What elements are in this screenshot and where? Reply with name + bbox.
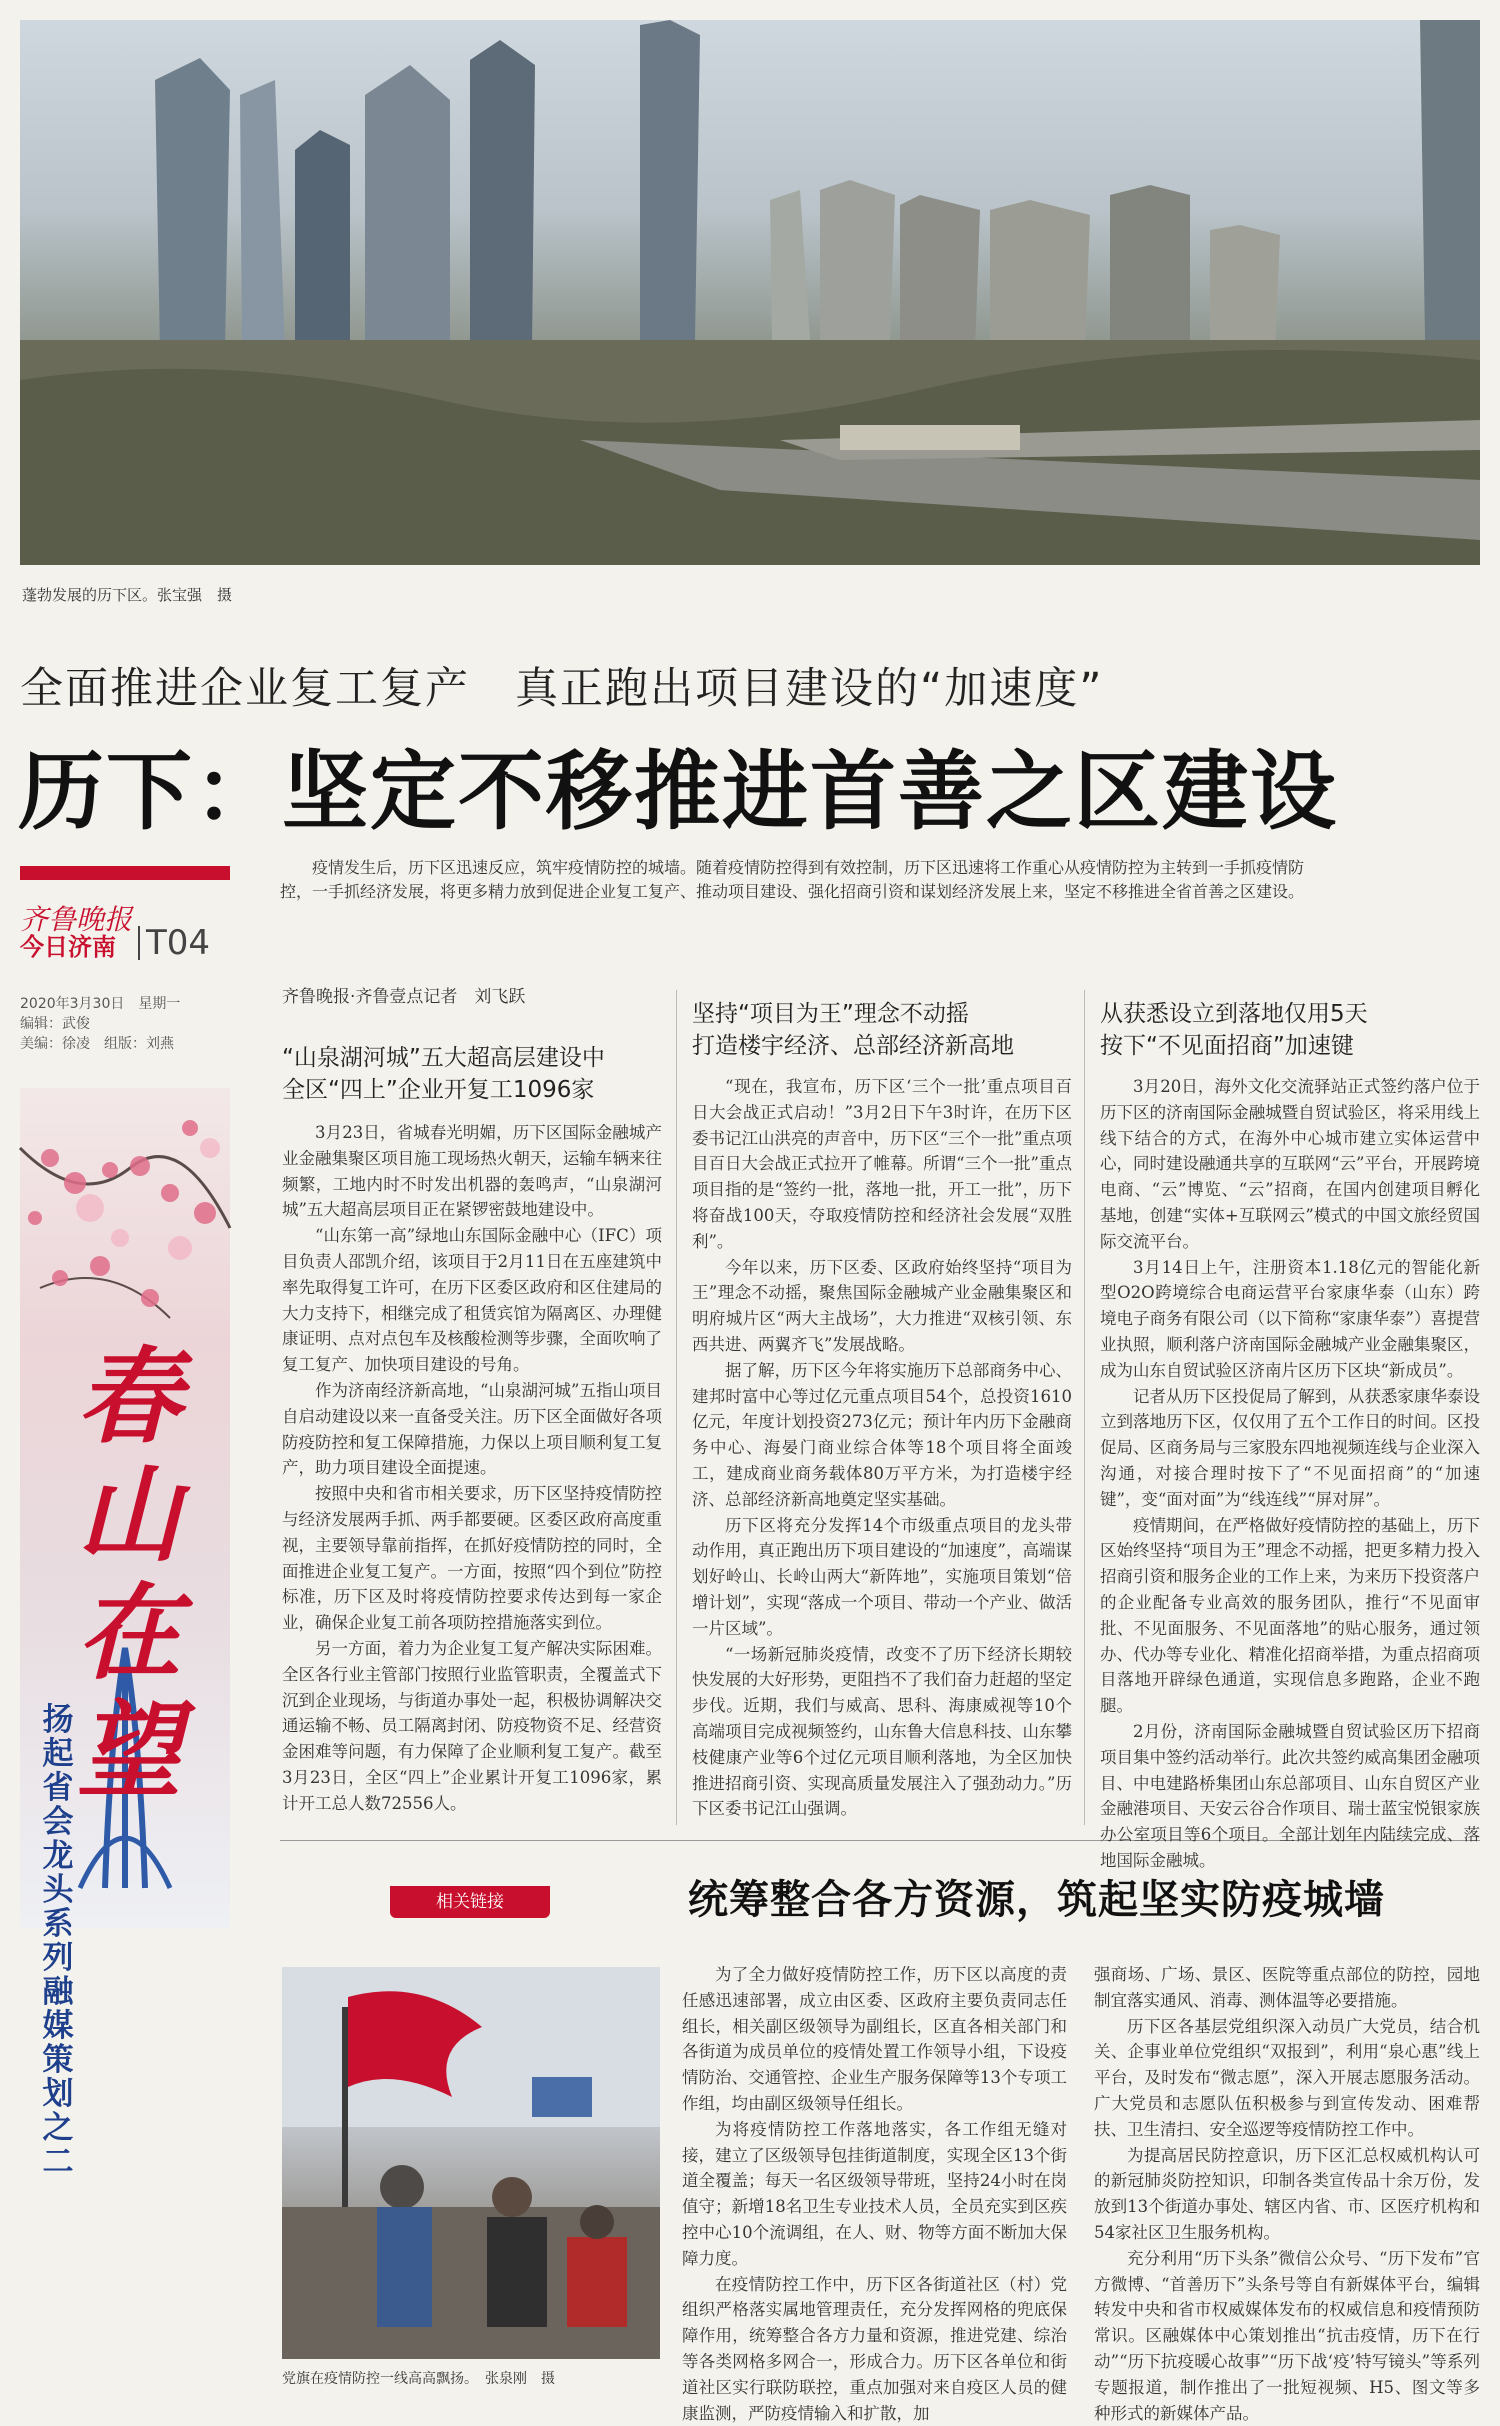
editor: 编辑：武俊 (20, 1016, 90, 1033)
paragraph: “现在，我宣布，历下区‘三个一批’重点项目百日大会战正式启动！”3月2日下午3时许，在历下区委书记江山洪亮的声音中，历下区“三个一批”重点项目百日大会战正式拉开了帷幕。所谓“三个一批”重点项目指的是“签约一批，落地一批，开工一批”，历下将奋战100天，夺取疫情防控和经济社会发展“双胜利”。 (692, 1077, 1072, 1251)
section3-body (1100, 1074, 1480, 1870)
section3-heading: 从获悉设立到落地仅用5天 按下“不见面招商”加速键 (1100, 1001, 1368, 1059)
paragraph: 2月份，济南国际金融城暨自贸试验区历下招商项目集中签约活动举行。此次共签约威高集团金融项目、中电建路桥集团山东总部项目、山东自贸区产业金融港项目、天安云谷合作项目、瑞士蓝宝悦银家族办公室项目等6个项目。全部计划年内陆续完成、落地国际金融城。 (1100, 1721, 1480, 1870)
column-divider (1084, 990, 1085, 1825)
related-photo-caption: 党旗在疫情防控一线高高飘扬。 张泉刚 摄 (282, 2371, 555, 2387)
section2-heading: 坚持“项目为王”理念不动摇 打造楼宇经济、总部经济新高地 (692, 1001, 1014, 1059)
paragraph: 历下区将充分发挥14个市级重点项目的龙头带动作用，真正跑出历下项目建设的“加速度”，高端谋划好岭山、长岭山两大“新阵地”，实施项目策划“倍增计划”，实现“落成一个项目、带动一个产业、做活一片区域”。 (692, 1515, 1072, 1638)
related-photo (282, 1967, 660, 2359)
section2-body (692, 1074, 1072, 1824)
paragraph: 为了全力做好疫情防控工作，历下区以高度的责任感迅速部署，成立由区委、区政府主要负责同志任组长，相关副区级领导为副组长，区直各相关部门和各街道为成员单位的疫情处置工作领导小组，下设疫情防治、交通管控、企业生产服务保障等13个专项工作组，均由副区级领导任组长。 (682, 1965, 1067, 2113)
related-link-badge: 相关链接 (390, 1886, 550, 1918)
logo-sub: 今日济南 (20, 933, 116, 961)
paragraph: 今年以来，历下区委、区政府始终坚持“项目为王”理念不动摇，聚焦国际金融城产业金融集聚区和明府城片区“两大主战场”，大力推进“双核引领、东西共进、两翼齐飞”发展战略。 (692, 1257, 1072, 1354)
paragraph: 作为济南经济新高地，“山泉湖河城”五指山项目自启动建设以来一直备受关注。历下区全面做好各项防疫防控和复工保障措施，力保以上项目顺利复工复产，助力项目建设全面提速。 (282, 1380, 662, 1478)
section1-body (282, 1120, 662, 1825)
paragraph: 3月23日，省城春光明媚，历下区国际金融城产业金融集聚区项目施工现场热火朝天，运输车辆来往频繁，工地内时不时发出机器的轰鸣声，“山泉湖河城”五大超高层项目正在紧锣密鼓地建设中。 (282, 1123, 662, 1220)
byline: 齐鲁晚报·齐鲁壹点记者 刘飞跃 (282, 987, 526, 1007)
paragraph: 3月14日上午，注册资本1.18亿元的智能化新型O2O跨境综合电商运营平台家康华泰（山东）跨境电子商务有限公司（以下简称“家康华泰”）喜提营业执照，顺利落户济南国际金融城产业金融集聚区，成为山东自贸试验区济南片区历下区块“新成员”。 (1100, 1257, 1480, 1380)
campaign-poster (20, 1088, 230, 2180)
headline-kicker: 全面推进企业复工复产 真正跑出项目建设的“加速度” (20, 664, 1104, 714)
paragraph: 为将疫情防控工作落地落实，各工作组无缝对接，建立了区级领导包挂街道制度，实现全区13个街道全覆盖；每天一名区级领导带班，坚持24小时在岗值守；新增18名卫生专业技术人员，全员充实到区疾控中心10个流调组，在人、财、物等方面不断加大保障力度。 (682, 2119, 1067, 2268)
paragraph: 另一方面，着力为企业复工复产解决实际困难。全区各行业主管部门按照行业监管职责，全覆盖式下沉到企业现场，与街道办事处一起，积极协调解决交通运输不畅、员工隔离封闭、防疫物资不足、经营资金困难等问题，有力保障了企业顺利复工复产。截至3月23日，全区“四上”企业累计开复工1096家，累计开工总人数72556人。 (282, 1638, 662, 1813)
poster-small-text: 扬起省会龙头系列融媒策划之二 (42, 1702, 74, 2180)
hero-caption: 蓬勃发展的历下区。张宝强 摄 (22, 586, 233, 604)
flag-scene-illustration (282, 1967, 660, 2359)
paragraph: 疫情期间，在严格做好疫情防控的基础上，历下区始终坚持“项目为王”理念不动摇，把更多精力投入招商引资和服务企业的工作上来，为来历下投资落户的企业配备专业高效的服务团队，推行“不见面审批、不见面服务、不见面落地”的贴心服务，通过领办、代办等专业化、精准化招商举措，为重点招商项目落地开辟绿色通道，实现信息多跑路，企业不跑腿。 (1100, 1515, 1480, 1716)
paragraph: “一场新冠肺炎疫情，改变不了历下经济长期较快发展的大好形势，更阻挡不了我们奋力赶超的坚定步伐。近期，我们与威高、思科、海康威视等10个高端项目完成视频签约，山东鲁大信息科技、山东攀枝健康产业等6个过亿元项目顺利落地，为全区加快推进招商引资、实现高质量发展注入了强劲动力。”历下区委书记江山强调。 (692, 1644, 1072, 1819)
paragraph: 为提高居民防控意识，历下区汇总权威机构认可的新冠肺炎防控知识，印制各类宣传品十余万份，发放到13个街道办事处、辖区内省、市、区医疗机构和54家社区卫生服务机构。 (1094, 2145, 1480, 2242)
page-title: 历下：坚定不移推进首善之区建设 (18, 742, 1338, 842)
issue-date: 2020年3月30日 星期一 (20, 996, 181, 1013)
masthead-meta (20, 994, 230, 1054)
masthead-bar (20, 866, 230, 880)
paragraph: 记者从历下区投促局了解到，从获悉家康华泰设立到落地历下区，仅仅用了五个工作日的时间。区投促局、区商务局与三家股东四地视频连线与企业深入沟通，对接合理时按下了“不见面招商”的“加速键”，变“面对面”为“线连线”“屏对屏”。 (1100, 1386, 1480, 1509)
skyline-illustration (20, 20, 1480, 565)
column-divider (676, 990, 677, 1825)
poster-big-text: 春山在望 (76, 1335, 181, 1812)
section1-heading: “山泉湖河城”五大超高层建设中 全区“四上”企业开复工1096家 (282, 1045, 605, 1103)
page-number: T04 (138, 926, 210, 960)
paper-logo (20, 903, 230, 964)
paragraph: “山东第一高”绿地山东国际金融中心（IFC）项目负责人邵凯介绍，该项目于2月11日在五座建筑中率先取得复工许可，在历下区委区政府和区住建局的大力支持下，相继完成了租赁宾馆为隔离区、办理健康证明、点对点包车及核酸检测等步骤，全面吹响了复工复产、加快项目建设的号角。 (282, 1226, 662, 1375)
masthead (20, 866, 230, 1054)
paragraph: 强商场、广场、景区、医院等重点部位的防控，园地制宜落实通风、消毒、测体温等必要措施。 (1094, 1965, 1480, 2010)
hero-photo (20, 20, 1480, 565)
lead-paragraph: 疫情发生后，历下区迅速反应，筑牢疫情防控的城墙。随着疫情防控得到有效控制，历下区迅速将工作重心从疫情防控为主转到一手抓疫情防控，一手抓经济发展，将更多精力放到促进企业复工复产、推动项目建设、强化招商引资和谋划经济发展上来，坚定不移推进全省首善之区建设。 (280, 858, 1305, 901)
paragraph: 按照中央和省市相关要求，历下区坚持疫情防控与经济发展两手抓、两手都要硬。区委区政府高度重视，主要领导靠前指挥，在抓好疫情防控的同时，全面推进企业复工复产。一方面，按照“四个到位”防控标准，历下区及时将疫情防控要求传达到每一家企业，确保企业复工前各项防控措施落实到位。 (282, 1484, 662, 1633)
designer: 美编：徐凌 组版：刘燕 (20, 1036, 174, 1053)
paragraph: 历下区各基层党组织深入动员广大党员，结合机关、企事业单位党组织“双报到”，利用“泉心惠”线上平台，及时发布“微志愿”，深入开展志愿服务活动。广大党员和志愿队伍积极参与到宣传发动、困难帮扶、卫生清扫、安全巡逻等疫情防控工作中。 (1094, 2016, 1480, 2139)
related-body-b (1094, 1962, 1480, 2423)
related-body-a (682, 1962, 1067, 2423)
related-title: 统筹整合各方资源，筑起坚实防疫城墙 (688, 1877, 1385, 1923)
logo-mark: 齐鲁晚报 (20, 903, 133, 936)
paragraph: 充分利用“历下头条”微信公众号、“历下发布”官方微博、“首善历下”头条号等自有新媒体平台，编辑转发中央和省市权威媒体发布的权威信息和疫情预防常识。区融媒体中心策划推出“抗击疫情，历下在行动”“历下抗疫暖心故事”“历下战‘疫’特写镜头”等系列专题报道，制作推出了一批短视频、H5、图文等多种形式的新媒体产品。 (1094, 2248, 1480, 2423)
paragraph: 在疫情防控工作中，历下区各街道社区（村）党组织严格落实属地管理责任，充分发挥网格的兜底保障作用，统筹整合各方力量和资源，推进党建、综治等各类网格多网合一，形成合力。历下区各单位和街道社区实行联防联控，重点加强对来自疫区人员的健康监测，严防疫情输入和扩散，加 (682, 2274, 1067, 2423)
paragraph: 据了解，历下区今年将实施历下总部商务中心、建邦时富中心等过亿元重点项目54个，总投资1610亿元，年度计划投资273亿元；预计年内历下金融商务中心、海晏门商业综合体等18个项目将全面竣工，建成商业商务载体80万平方米，为打造楼宇经济、总部经济新高地奠定坚实基础。 (692, 1360, 1072, 1509)
paragraph: 3月20日，海外文化交流驿站正式签约落户位于历下区的济南国际金融城暨自贸试验区，将采用线上线下结合的方式，在海外中心城市建立实体运营中心，同时建设融通共享的互联网“云”平台，开展跨境电商、“云”博览、“云”招商，在国内创建项目孵化基地，创建“实体+互联网云”模式的中国文旅经贸国际交流平台。 (1100, 1077, 1480, 1251)
